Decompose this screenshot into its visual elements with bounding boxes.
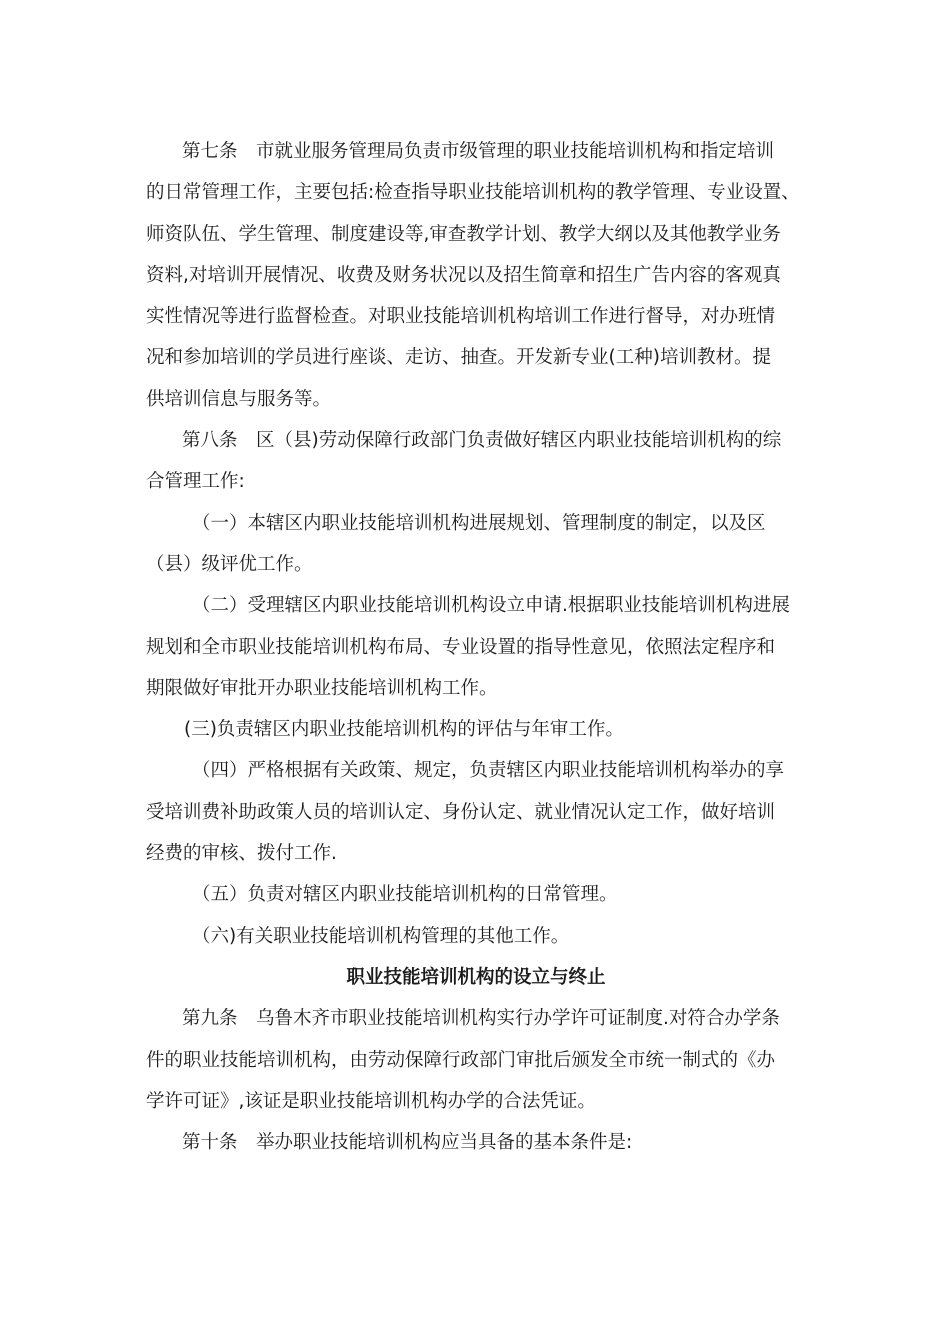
article-9-line-2: 件的职业技能培训机构，由劳动保障行政部门审批后颁发全市统一制式的《办 [146, 1049, 776, 1071]
item-5-line-1: （五）负责对辖区内职业技能培训机构的日常管理。 [192, 884, 618, 906]
article-7-line-1: 第七条 市就业服务管理局负责市级管理的职业技能培训机构和指定培训 [182, 141, 775, 162]
item-2-line-2: 规划和全市职业技能培训机构布局、专业设置的指导性意见，依照法定程序和 [146, 636, 776, 658]
document-body [146, 136, 806, 1168]
article-9-line-1: 第九条 乌鲁木齐市职业技能培训机构实行办学许可证制度.对符合办学条 [182, 1008, 780, 1030]
article-7-line-2: 的日常管理工作，主要包括:检查指导职业技能培训机构的教学管理、专业设置、 [146, 182, 800, 204]
article-7-line-3: 师资队伍、学生管理、制度建设等,审查教学计划、教学大纲以及其他教学业务 [146, 223, 781, 245]
article-7-line-6: 况和参加培训的学员进行座谈、走访、抽查。开发新专业(工种)培训教材。提 [146, 347, 771, 369]
article-10-line-1: 第十条 举办职业技能培训机构应当具备的基本条件是: [182, 1132, 633, 1154]
item-1-line-2: （县）级评优工作。 [146, 553, 313, 575]
article-8-line-2: 合管理工作: [146, 471, 245, 493]
item-6-line-1: （六)有关职业技能培训机构管理的其他工作。 [192, 925, 570, 947]
item-2-line-1: （二）受理辖区内职业技能培训机构设立申请.根据职业技能培训机构进展 [192, 595, 790, 617]
section-heading: 职业技能培训机构的设立与终止 [346, 966, 606, 988]
item-4-line-3: 经费的审核、拨付工作. [146, 843, 337, 865]
article-7-line-7: 供培训信息与服务等。 [146, 388, 332, 410]
item-4-line-2: 受培训费补助政策人员的培训认定、身份认定、就业情况认定工作，做好培训 [146, 801, 776, 823]
item-1-line-1: （一）本辖区内职业技能培训机构进展规划、管理制度的制定，以及区 [192, 512, 766, 534]
article-8-line-1: 第八条 区（县)劳动保障行政部门负责做好辖区内职业技能培训机构的综 [182, 430, 782, 452]
item-4-line-1: （四）严格根据有关政策、规定，负责辖区内职业技能培训机构举办的享 [192, 760, 785, 782]
article-9-line-3: 学许可证》,该证是职业技能培训机构办学的合法凭证。 [146, 1090, 596, 1112]
article-7-line-5: 实性情况等进行监督检查。对职业技能培训机构培训工作进行督导，对办班情 [146, 306, 776, 328]
article-7-line-4: 资料,对培训开展情况、收费及财务状况以及招生简章和招生广告内容的客观真 [146, 264, 781, 286]
item-3-line-1: (三)负责辖区内职业技能培训机构的评估与年审工作。 [184, 719, 624, 741]
item-2-line-3: 期限做好审批开办职业技能培训机构工作。 [146, 677, 498, 699]
